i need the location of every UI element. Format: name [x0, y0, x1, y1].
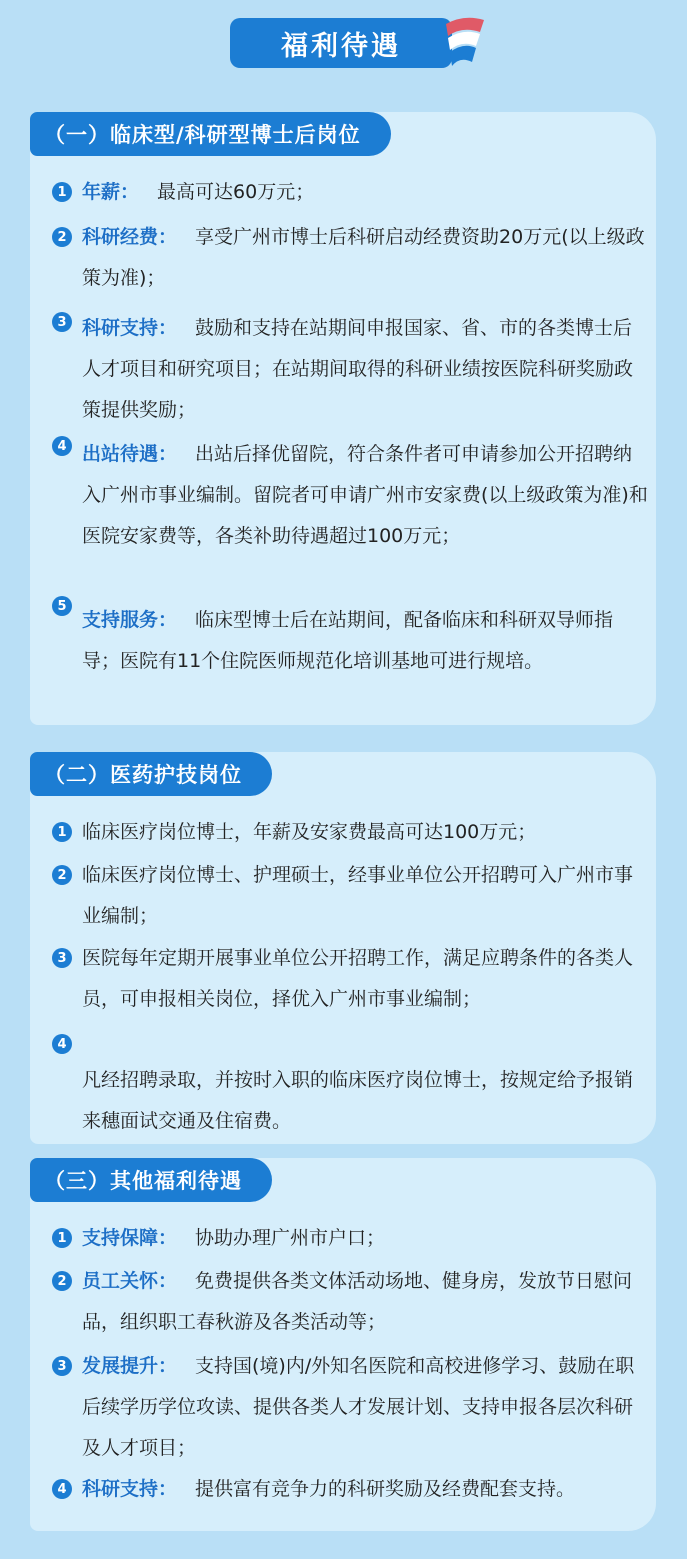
number-badge-icon: 2: [52, 865, 72, 885]
section-title-2: （二）医药护技岗位: [30, 752, 272, 796]
item-label: 年薪：: [82, 181, 140, 203]
item-text: 享受广州市博士后科研启动经费资助20万元(以上级政策为准)；: [82, 226, 645, 289]
list-item: [52, 1469, 648, 1510]
title-banner: [230, 18, 486, 70]
item-text: 凡经招聘录取，并按时入职的临床医疗岗位博士，按规定给予报销来穗面试交通及住宿费。: [82, 1069, 634, 1132]
item-label: 支持保障：: [82, 1227, 178, 1249]
item-label: 发展提升：: [82, 1355, 178, 1377]
item-text: 最高可达60万元；: [157, 181, 315, 203]
number-badge-icon: 4: [52, 436, 72, 456]
list-item: [52, 600, 648, 723]
item-text: 临床医疗岗位博士、护理硕士，经事业单位公开招聘可入广州市事业编制；: [82, 864, 634, 927]
list-item: [52, 1036, 648, 1142]
section-card-3: [30, 1158, 656, 1531]
page-title: 福利待遇: [230, 18, 452, 68]
flag-ribbon-icon: [440, 10, 488, 72]
list-item: [52, 855, 648, 937]
item-label: 出站待遇：: [82, 443, 178, 465]
item-text: 出站后择优留院，符合条件者可申请参加公开招聘纳入广州市事业编制。留院者可申请广州市安家费(以上级政策为准)和医院安家费等，各类补助待遇超过100万元；: [82, 443, 648, 547]
number-badge-icon: 2: [52, 227, 72, 247]
item-text: 协助办理广州市户口；: [195, 1227, 386, 1249]
item-label: 员工关怀：: [82, 1270, 178, 1292]
list-item: [52, 308, 648, 431]
number-badge-icon: 1: [52, 1228, 72, 1248]
number-badge-icon: 2: [52, 1271, 72, 1291]
list-item: [52, 1261, 648, 1343]
item-text: 提供富有竞争力的科研奖励及经费配套支持。: [195, 1478, 576, 1500]
section-title-1: （一）临床型/科研型博士后岗位: [30, 112, 391, 156]
item-label: 科研支持：: [82, 317, 178, 339]
item-text: 鼓励和支持在站期间申报国家、省、市的各类博士后人才项目和研究项目；在站期间取得的科研业绩按医院科研奖励政策提供奖励；: [82, 317, 634, 421]
item-label: 科研支持：: [82, 1478, 178, 1500]
number-badge-icon: 5: [52, 596, 72, 616]
item-label: 支持服务：: [82, 609, 178, 631]
number-badge-icon: 1: [52, 182, 72, 202]
number-badge-icon: 4: [52, 1479, 72, 1499]
number-badge-icon: 1: [52, 822, 72, 842]
section-card-1: [30, 112, 656, 725]
section-title-3: （三）其他福利待遇: [30, 1158, 272, 1202]
list-item: [52, 1218, 648, 1259]
list-item: [52, 434, 648, 598]
list-item: [52, 172, 648, 213]
item-text: 免费提供各类文体活动场地、健身房，发放节日慰问品，组织职工春秋游及各类活动等；: [82, 1270, 633, 1333]
number-badge-icon: 4: [52, 1034, 72, 1054]
list-item: [52, 938, 648, 1061]
number-badge-icon: 3: [52, 948, 72, 968]
item-text: 支持国(境)内/外知名医院和高校进修学习、鼓励在职后续学历学位攻读、提供各类人才发展计划、支持申报各层次科研及人才项目；: [82, 1355, 635, 1459]
item-label: 科研经费：: [82, 226, 178, 248]
list-item: [52, 1346, 648, 1469]
item-text: 临床型博士后在站期间，配备临床和科研双导师指导；医院有11个住院医师规范化培训基地可进行规培。: [82, 609, 614, 672]
list-item: [52, 812, 648, 853]
item-text: 医院每年定期开展事业单位公开招聘工作，满足应聘条件的各类人员，可申报相关岗位，择优入广州市事业编制；: [82, 947, 634, 1010]
section-card-2: [30, 752, 656, 1144]
number-badge-icon: 3: [52, 1356, 72, 1376]
item-text: 临床医疗岗位博士，年薪及安家费最高可达100万元；: [82, 821, 537, 843]
number-badge-icon: 3: [52, 312, 72, 332]
list-item: [52, 217, 648, 299]
